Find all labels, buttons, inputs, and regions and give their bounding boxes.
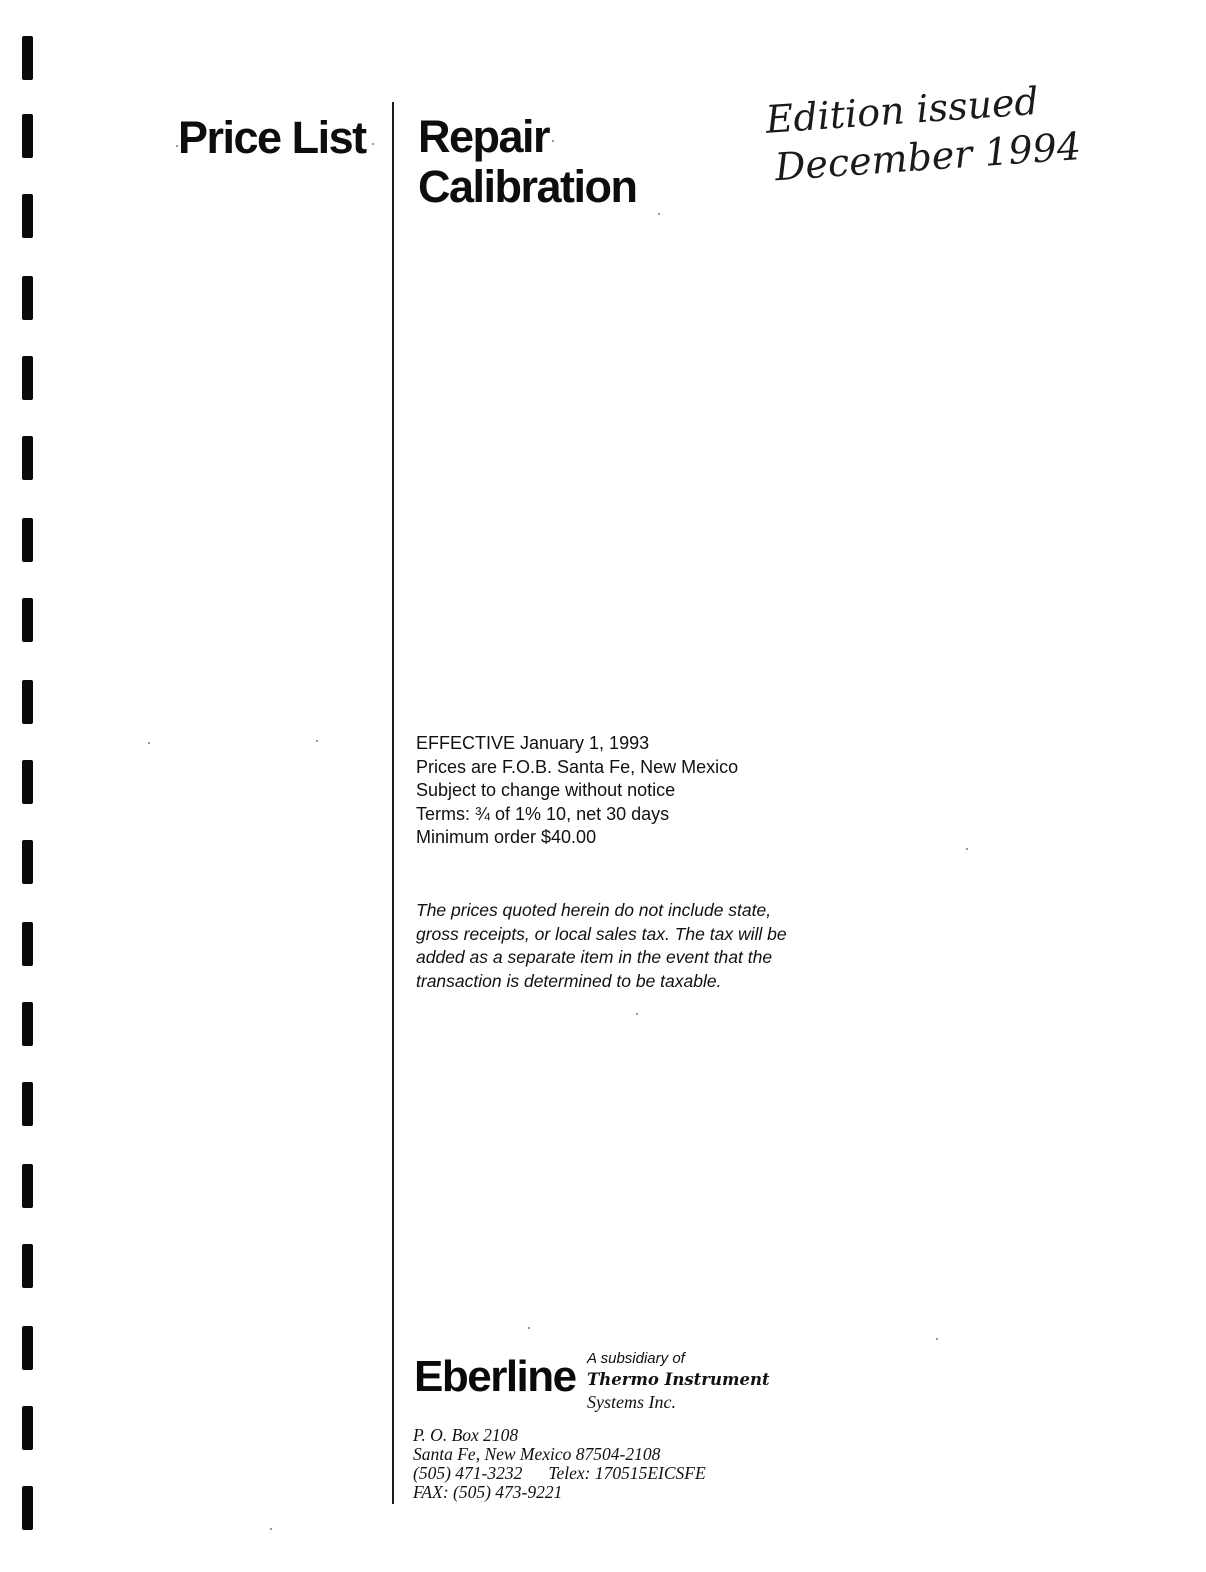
binding-hole (22, 760, 33, 804)
tax-line: gross receipts, or local sales tax. The tax will be (416, 923, 787, 944)
binding-hole (22, 840, 33, 884)
binding-hole (22, 436, 33, 480)
title-line-repair: Repair (418, 111, 550, 162)
tax-line: added as a separate item in the event that the (416, 947, 773, 967)
binding-hole (22, 1164, 33, 1208)
terms-effective-date: EFFECTIVE January 1, 1993 (416, 733, 650, 753)
subsidiary-statement (587, 1349, 770, 1413)
binding-hole (22, 114, 33, 158)
scan-speck (176, 145, 178, 147)
binding-hole (22, 276, 33, 320)
scan-speck (148, 742, 150, 744)
address-phone-row (413, 1464, 706, 1483)
vertical-divider (392, 102, 394, 1504)
company-logo-eberline: Eberline (414, 1352, 576, 1401)
tax-line: The prices quoted herein do not include state, (416, 900, 772, 920)
binding-hole (22, 1082, 33, 1126)
handwritten-line: December 1994 (773, 124, 1083, 190)
address-city: Santa Fe, New Mexico 87504-2108 (413, 1444, 661, 1464)
scan-speck (936, 1338, 938, 1340)
binding-hole (22, 598, 33, 642)
scan-speck (636, 1013, 638, 1015)
address-po-box: P. O. Box 2108 (413, 1425, 519, 1445)
tax-disclaimer (416, 899, 836, 993)
binding-hole (22, 1326, 33, 1370)
terms-subject-to-change: Subject to change without notice (416, 780, 676, 800)
binding-hole (22, 1244, 33, 1288)
binding-hole (22, 922, 33, 966)
handwritten-line: Edition issued (764, 78, 1041, 142)
binding-hole (22, 1406, 33, 1450)
parent-company-name: Thermo Instrument (587, 1370, 770, 1389)
handwritten-edition-note (764, 74, 1082, 192)
binding-hole (22, 356, 33, 400)
scan-speck (966, 848, 968, 850)
binding-hole (22, 1002, 33, 1046)
terms-fob: Prices are F.O.B. Santa Fe, New Mexico (416, 756, 739, 777)
title-line-calibration: Calibration (418, 161, 637, 212)
address-phone: (505) 471-3232 (413, 1463, 523, 1483)
binding-hole (22, 1486, 33, 1530)
subsidiary-of-label: A subsidiary of (587, 1350, 685, 1367)
scan-speck (528, 1327, 530, 1329)
terms-block (416, 732, 738, 850)
parent-company-name-cont: Systems Inc. (587, 1392, 676, 1412)
scan-speck (316, 740, 318, 742)
binding-hole (22, 680, 33, 724)
scan-speck (658, 213, 660, 215)
binding-hole (22, 36, 33, 80)
page-title-repair-calibration (418, 112, 637, 212)
company-address (413, 1426, 706, 1502)
tax-line: transaction is determined to be taxable. (416, 970, 722, 991)
page-title-price-list: Price List (178, 112, 366, 163)
scan-speck (552, 140, 554, 142)
terms-payment: Terms: ¾ of 1% 10, net 30 days (416, 803, 670, 824)
scan-speck (372, 143, 374, 145)
binding-hole (22, 518, 33, 562)
address-telex: Telex: 170515EICSFE (548, 1463, 706, 1483)
address-fax: FAX: (505) 473-9221 (413, 1482, 563, 1502)
binding-holes (18, 0, 48, 1572)
binding-hole (22, 194, 33, 238)
terms-minimum-order: Minimum order $40.00 (416, 827, 597, 847)
scan-speck (270, 1528, 272, 1530)
